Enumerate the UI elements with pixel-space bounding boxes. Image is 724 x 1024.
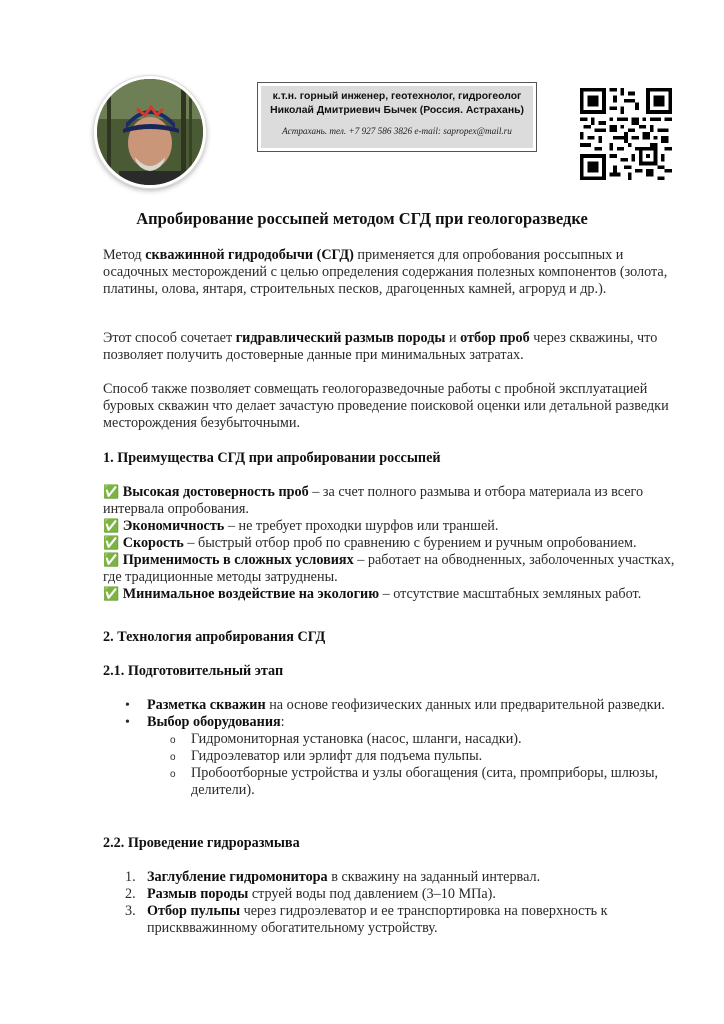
- equipment-item: o Гидромониторная установка (насос, шланги, насадки).: [103, 731, 678, 748]
- advantage-title: Экономичность: [122, 518, 225, 534]
- advantage-item: [103, 518, 678, 535]
- author-contact[interactable]: Астрахань. тел. +7 927 586 3826 e-mail: sapropex@mail.ru: [282, 126, 512, 136]
- step-text: струей воды под давлением (3–10 МПа).: [248, 886, 496, 902]
- intro-paragraph-3: Способ также позволяет совмещать геологоразведочные работы с пробной эксплуатацией буровых скважин что делает зачастую проведение поисковой оценки или детальной разведки месторождения безубыточными.: [103, 381, 669, 431]
- intro-paragraph-1: [103, 247, 678, 298]
- advantage-text: – за счет полного размыва и отбора материала из всего интервала опробования.: [103, 484, 644, 517]
- author-photo: [94, 76, 206, 188]
- step-number: 3.: [125, 903, 136, 919]
- list-item: [103, 714, 678, 799]
- document-title: Апробирование россыпей методом СГД при геологоразведке: [136, 209, 588, 228]
- intro-p2-bold-2: отбор проб: [460, 330, 530, 346]
- advantage-text: – отсутствие масштабных земляных работ.: [379, 586, 642, 602]
- advantage-title: Высокая достоверность проб: [122, 484, 309, 500]
- advantage-text: – работает на обводненных, заболоченных участках, где традиционные методы затруднены.: [103, 552, 675, 585]
- intro-paragraph-2: [103, 330, 678, 364]
- step-number: 2.: [125, 886, 136, 902]
- qr-code[interactable]: [580, 88, 672, 180]
- section-1-heading: 1. Преимущества СГД при апробировании россыпей: [103, 450, 441, 466]
- step-title: Заглубление гидромонитора: [147, 869, 328, 885]
- step-text: через гидроэлеватор и ее транспортировка на поверхность к присквважинному обогатительному устройству.: [147, 903, 608, 936]
- advantage-item: [103, 535, 678, 552]
- check-icon: ✅: [103, 519, 120, 534]
- check-icon: ✅: [103, 536, 120, 551]
- author-credentials: к.т.н. горный инженер, геотехнолог, гидрогеолог: [272, 91, 522, 102]
- equipment-item: o Пробоотборные устройства и узлы обогащения (сита, промприборы, шлюзы, делители).: [103, 765, 678, 799]
- step-title: Размыв породы: [147, 886, 249, 902]
- equipment-item: o Гидроэлеватор или эрлифт для подъема пульпы.: [103, 748, 678, 765]
- step-title: Отбор пульпы: [147, 903, 241, 919]
- advantage-title: Минимальное воздействие на экологию: [122, 586, 380, 602]
- bullet-title: Разметка скважин: [147, 697, 266, 713]
- check-icon: ✅: [103, 485, 120, 500]
- bullet-text: :: [280, 714, 285, 730]
- list-item: [103, 886, 678, 903]
- bullet-title: Выбор оборудования: [147, 714, 281, 730]
- advantage-title: Применимость в сложных условиях: [122, 552, 354, 568]
- section-2-1-heading: 2.1. Подготовительный этап: [103, 663, 284, 679]
- step-text: в скважину на заданный интервал.: [327, 869, 541, 885]
- intro-p1-before: Метод: [103, 247, 146, 263]
- author-name: Николай Дмитриевич Бычек (Россия. Астрахань): [270, 105, 524, 116]
- check-icon: ✅: [103, 553, 120, 568]
- intro-p2-before: Этот способ сочетает: [103, 330, 236, 346]
- author-info-box: [257, 82, 537, 152]
- list-item: [103, 697, 678, 714]
- list-item: [103, 903, 678, 937]
- intro-p2-after: через скважины, что позволяет получить достоверные данные при минимальных затратах.: [103, 330, 658, 363]
- preparation-list: [103, 697, 678, 799]
- step-number: 1.: [125, 869, 136, 885]
- intro-p2-mid: и: [445, 330, 461, 346]
- advantage-item: [103, 586, 678, 603]
- check-icon: ✅: [103, 587, 120, 602]
- advantage-item: [103, 484, 678, 518]
- advantage-text: – не требует проходки шурфов или траншей.: [224, 518, 499, 534]
- intro-p1-bold: скважинной гидродобычи (СГД): [145, 247, 354, 263]
- advantage-item: [103, 552, 678, 586]
- advantages-list: [103, 484, 678, 603]
- advantage-title: Скорость: [122, 535, 184, 551]
- list-item: [103, 869, 678, 886]
- intro-p1-after: применяется для опробования россыпных и осадочных месторождений с целью определения содержания полезных компонентов (золота, платины, олова, янтаря, строительных песков, драгоценных камней, агроруд и др.).: [103, 247, 668, 297]
- bullet-text: на основе геофизических данных или предварительной разведки.: [265, 697, 665, 713]
- intro-p2-bold-1: гидравлический размыв породы: [235, 330, 446, 346]
- author-photo-image: [97, 79, 203, 185]
- hydro-steps-list: [103, 869, 678, 937]
- advantage-text: – быстрый отбор проб по сравнению с бурением и ручным опробованием.: [183, 535, 637, 551]
- equipment-list: [147, 731, 678, 799]
- section-2-heading: 2. Технология апробирования СГД: [103, 629, 326, 645]
- section-2-2-heading: 2.2. Проведение гидроразмыва: [103, 835, 300, 851]
